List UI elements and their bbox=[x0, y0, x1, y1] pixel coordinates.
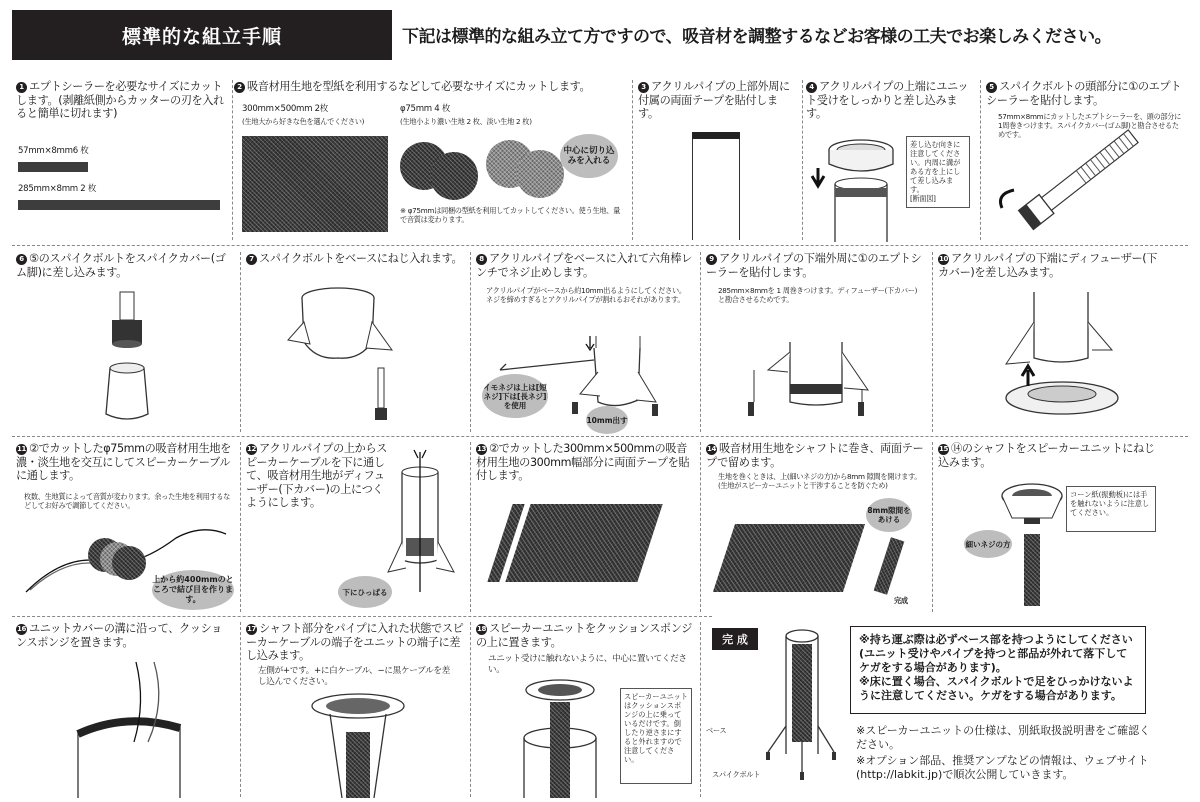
step-6 bbox=[16, 252, 238, 434]
step-number: 1 bbox=[16, 82, 27, 93]
protrude-bubble: 10mm出す bbox=[586, 406, 628, 434]
complete-badge: 完 成 bbox=[712, 628, 758, 650]
step-2-text: 吸音材用生地を型紙を利用するなどして必要なサイズにカットします。 bbox=[247, 80, 591, 93]
step-17-detail: 左側が+です。+に白ケーブル、−に黒ケーブルを差し込んでください。 bbox=[258, 666, 450, 687]
step-18 bbox=[476, 622, 698, 798]
step-14 bbox=[706, 442, 930, 614]
divider bbox=[240, 252, 241, 432]
tape-strip-long bbox=[18, 200, 220, 210]
fabric-size-small-note: (生地小より濃い生地 2 枚、淡い生地 2 枚) bbox=[400, 117, 532, 126]
set-screw-bubble: イモネジは上は[短ネジ]下は[長ネジ]を使用 bbox=[482, 374, 548, 418]
warning-box bbox=[850, 626, 1146, 714]
divider bbox=[12, 616, 712, 617]
wrapped-shaft bbox=[346, 732, 370, 798]
step-number: 6 bbox=[16, 254, 27, 265]
step-8-detail: アクリルパイプがベースから約10mm出るようにしてください。ネジを締めすぎるとアクリルパイプが割れるおそれがあります。 bbox=[486, 286, 686, 304]
step-number: 2 bbox=[234, 82, 245, 93]
tape-label-short: 57mm×8mm6 枚 bbox=[18, 146, 89, 156]
step-10 bbox=[938, 252, 1188, 434]
wrapped-shaft bbox=[1024, 534, 1040, 606]
warning-floor: ※床に置く場合、スパイクボルトで足をひっかけないように注意してください。ケガをする場合があります。 bbox=[859, 675, 1134, 702]
step-3-text: アクリルパイプの上部外周に付属の両面テープを貼付します。 bbox=[638, 80, 790, 120]
step-number: 14 bbox=[707, 445, 716, 453]
fabric-footnote: ※ φ75mmは同梱の型紙を利用してカットしてください。使う生地、量で音質は変わります。 bbox=[400, 206, 620, 224]
thin-screw-bubble: 細いネジの方 bbox=[964, 530, 1012, 558]
unit-caution-callout: スピーカーユニットはクッションスポンジの上に乗っているだけです。倒したり逆さまにすると外れますので注意してください。 bbox=[620, 688, 692, 784]
step-4 bbox=[806, 80, 978, 242]
fabric-disc-light bbox=[516, 150, 564, 198]
diffuser-illustration bbox=[938, 252, 1188, 434]
divider bbox=[240, 622, 241, 797]
fabric-large-swatch bbox=[242, 136, 388, 232]
step-14-detail: 生地を巻くときは、上(細いネジの方)から8mm 隙間を開けます。(生地がスピーカーユニットと干渉することを防ぐため) bbox=[718, 472, 922, 490]
tape-label-long: 285mm×8mm 2 枚 bbox=[18, 184, 97, 194]
bottom-tape-illustration bbox=[706, 252, 930, 434]
step-8-text: アクリルパイプをベースに入れて六角棒レンチでネジ止めします。 bbox=[476, 252, 692, 279]
step-number: 13 bbox=[477, 445, 486, 453]
step-13-text: ②でカットした300mm×500mmの吸音材用生地の300mm幅部分に両面テープを貼付します。 bbox=[476, 442, 690, 482]
step-number: 3 bbox=[638, 82, 649, 93]
cut-center-bubble: 中心に切り込みを入れる bbox=[560, 134, 618, 178]
step-number: 7 bbox=[246, 254, 257, 265]
section-label: [断面図] bbox=[910, 194, 936, 203]
step-17 bbox=[246, 622, 468, 798]
wrapped-shaft bbox=[874, 537, 905, 595]
double-sided-tape bbox=[692, 132, 740, 139]
knot-bubble: 上から約400mmのところで結び目を作ります。 bbox=[152, 570, 234, 610]
step-1 bbox=[16, 80, 228, 242]
insert-direction-callout: 差し込む向きに注意してください。内周に溝がある方を上にして差し込みます。 bbox=[906, 136, 970, 208]
step-13 bbox=[476, 442, 698, 614]
step-12-text: アクリルパイプの上からスピーカーケーブルを下に通して、吸音材用生地がディフューザー(下カバー)の上につくようにします。 bbox=[246, 442, 387, 509]
divider bbox=[700, 442, 701, 612]
step-5-text: スパイクボルトの頭部分に①のエプトシーラーを貼付します。 bbox=[986, 80, 1182, 107]
divider bbox=[12, 245, 1188, 246]
step-5-detail: 57mm×8mmにカットしたエプトシーラーを、頭の部分に1周巻きつけます。スパイクカバー(ゴム脚)と勘合させるためです。 bbox=[998, 112, 1182, 139]
base-illustration bbox=[246, 252, 468, 434]
step-1-text: エプトシーラーを必要なサイズにカットします。(剥離紙側からカッターの刃を入れると簡単に切れます) bbox=[16, 80, 224, 120]
tape-strip-short bbox=[18, 162, 88, 172]
step-11-text: ②でカットしたφ75mmの吸音材用生地を濃・淡生地を交互にしてスピーカーケーブルに通します。 bbox=[16, 442, 231, 482]
step-16-text: ユニットカバーの溝に沿って、クッションスポンジを置きます。 bbox=[16, 622, 222, 649]
done-label: 完成 bbox=[894, 596, 908, 605]
wrapped-shaft bbox=[550, 702, 570, 798]
step-number: 5 bbox=[986, 82, 997, 93]
gap-bubble: 8mm隙間をあける bbox=[866, 498, 912, 532]
header-note: 下記は標準的な組み立て方ですので、吸音材を調整するなどお客様の工夫でお楽しみください。 bbox=[402, 27, 1112, 47]
acrylic-pipe bbox=[692, 132, 740, 240]
divider bbox=[632, 80, 633, 240]
step-number: 11 bbox=[17, 445, 26, 453]
step-9-detail: 285mm×8mmを 1 周巻きつけます。ディフューザー(下カバー)と勘合させるためです。 bbox=[718, 286, 918, 304]
step-3 bbox=[638, 80, 800, 242]
step-9 bbox=[706, 252, 930, 434]
cushion-sponge-illustration bbox=[16, 622, 238, 798]
step-10-text: アクリルパイプの下端にディフューザー(下カバー)を差し込みます。 bbox=[938, 252, 1158, 279]
fabric-size-large-note: (生地大から好きな色を選んでください) bbox=[242, 117, 365, 126]
fabric-size-small: φ75mm 4 枚 bbox=[400, 104, 451, 114]
step-9-text: アクリルパイプの下端外周に①のエプトシーラーを貼付します。 bbox=[706, 252, 922, 279]
step-16 bbox=[16, 622, 238, 798]
divider bbox=[980, 80, 981, 240]
step-number: 15 bbox=[939, 445, 948, 453]
divider bbox=[12, 436, 1188, 437]
step-number: 9 bbox=[706, 254, 717, 265]
step-7-text: スパイクボルトをベースにねじ入れます。 bbox=[259, 252, 463, 265]
page-title: 標準的な組立手順 bbox=[12, 10, 392, 60]
spike-cover-illustration bbox=[16, 252, 238, 434]
step-8 bbox=[476, 252, 698, 434]
step-15 bbox=[938, 442, 1188, 614]
cone-callout: コーン紙(振動板)には手を触れないように注意してください。 bbox=[1066, 486, 1156, 532]
info-options: ※オプション部品、推奨アンプなどの情報は、ウェブサイト(http://labkit.jp)で順次公開していきます。 bbox=[856, 754, 1149, 781]
step-12 bbox=[246, 442, 468, 614]
divider bbox=[240, 442, 241, 612]
divider bbox=[932, 442, 933, 612]
pull-down-bubble: 下にひっぱる bbox=[338, 576, 392, 608]
divider bbox=[470, 252, 471, 432]
step-2 bbox=[234, 80, 630, 242]
fabric-size-large: 300mm×500mm 2枚 bbox=[242, 104, 329, 114]
step-number: 4 bbox=[806, 82, 817, 93]
divider bbox=[932, 252, 933, 432]
divider bbox=[232, 80, 233, 240]
step-number: 12 bbox=[247, 445, 256, 453]
step-number: 8 bbox=[476, 254, 487, 265]
step-number: 16 bbox=[17, 625, 26, 633]
spike-label: スパイクボルト bbox=[712, 770, 761, 779]
base-label: ベース bbox=[706, 726, 727, 735]
step-18-detail: ユニット受けに触れないように、中心に置いてください。 bbox=[488, 654, 687, 675]
step-number: 10 bbox=[939, 255, 948, 263]
step-number: 17 bbox=[247, 625, 256, 633]
step-17-text: シャフト部分をパイプに入れた状態でスピーカーケーブルの端子をユニットの端子に差し込みます。 bbox=[246, 622, 464, 662]
step-7 bbox=[246, 252, 468, 434]
fabric-disc bbox=[112, 546, 146, 580]
divider bbox=[470, 442, 471, 612]
divider bbox=[802, 80, 803, 240]
step-number: 18 bbox=[477, 625, 486, 633]
step-18-text: スピーカーユニットをクッションスポンジの上に置きます。 bbox=[476, 622, 693, 649]
step-6-text: ⑤のスパイクボルトをスパイクカバー(ゴム脚)に差し込みます。 bbox=[16, 252, 226, 279]
wrapped-shaft bbox=[792, 644, 812, 742]
step-11 bbox=[16, 442, 238, 614]
divider bbox=[700, 622, 701, 797]
complete-section bbox=[706, 622, 846, 798]
fabric-sheet bbox=[713, 524, 865, 592]
fabric-disc-dark bbox=[430, 152, 478, 200]
step-11-detail: 枚数、生地質によって音質が変わります。余った生地を利用するなどしてお好みで調節してください。 bbox=[24, 492, 231, 510]
warning-carry: ※持ち運ぶ際は必ずベース部を持つようにしてください(ユニット受けやパイプを持つと部品が外れて落下してケガをする場合があります)。 bbox=[859, 633, 1133, 674]
step-5 bbox=[986, 80, 1188, 242]
info-spec: ※スピーカーユニットの仕様は、別紙取扱説明書をご確認ください。 bbox=[856, 724, 1151, 751]
step-14-text: 吸音材用生地をシャフトに巻き、両面テープで留めます。 bbox=[706, 442, 924, 469]
step-4-text: アクリルパイプの上端にユニット受けをしっかりと差し込みます。 bbox=[806, 80, 969, 120]
divider bbox=[700, 252, 701, 432]
divider bbox=[470, 622, 471, 797]
spike-bolt-illustration bbox=[986, 80, 1186, 242]
step-15-text: ⑭のシャフトをスピーカーユニットにねじ込みます。 bbox=[938, 442, 1155, 469]
